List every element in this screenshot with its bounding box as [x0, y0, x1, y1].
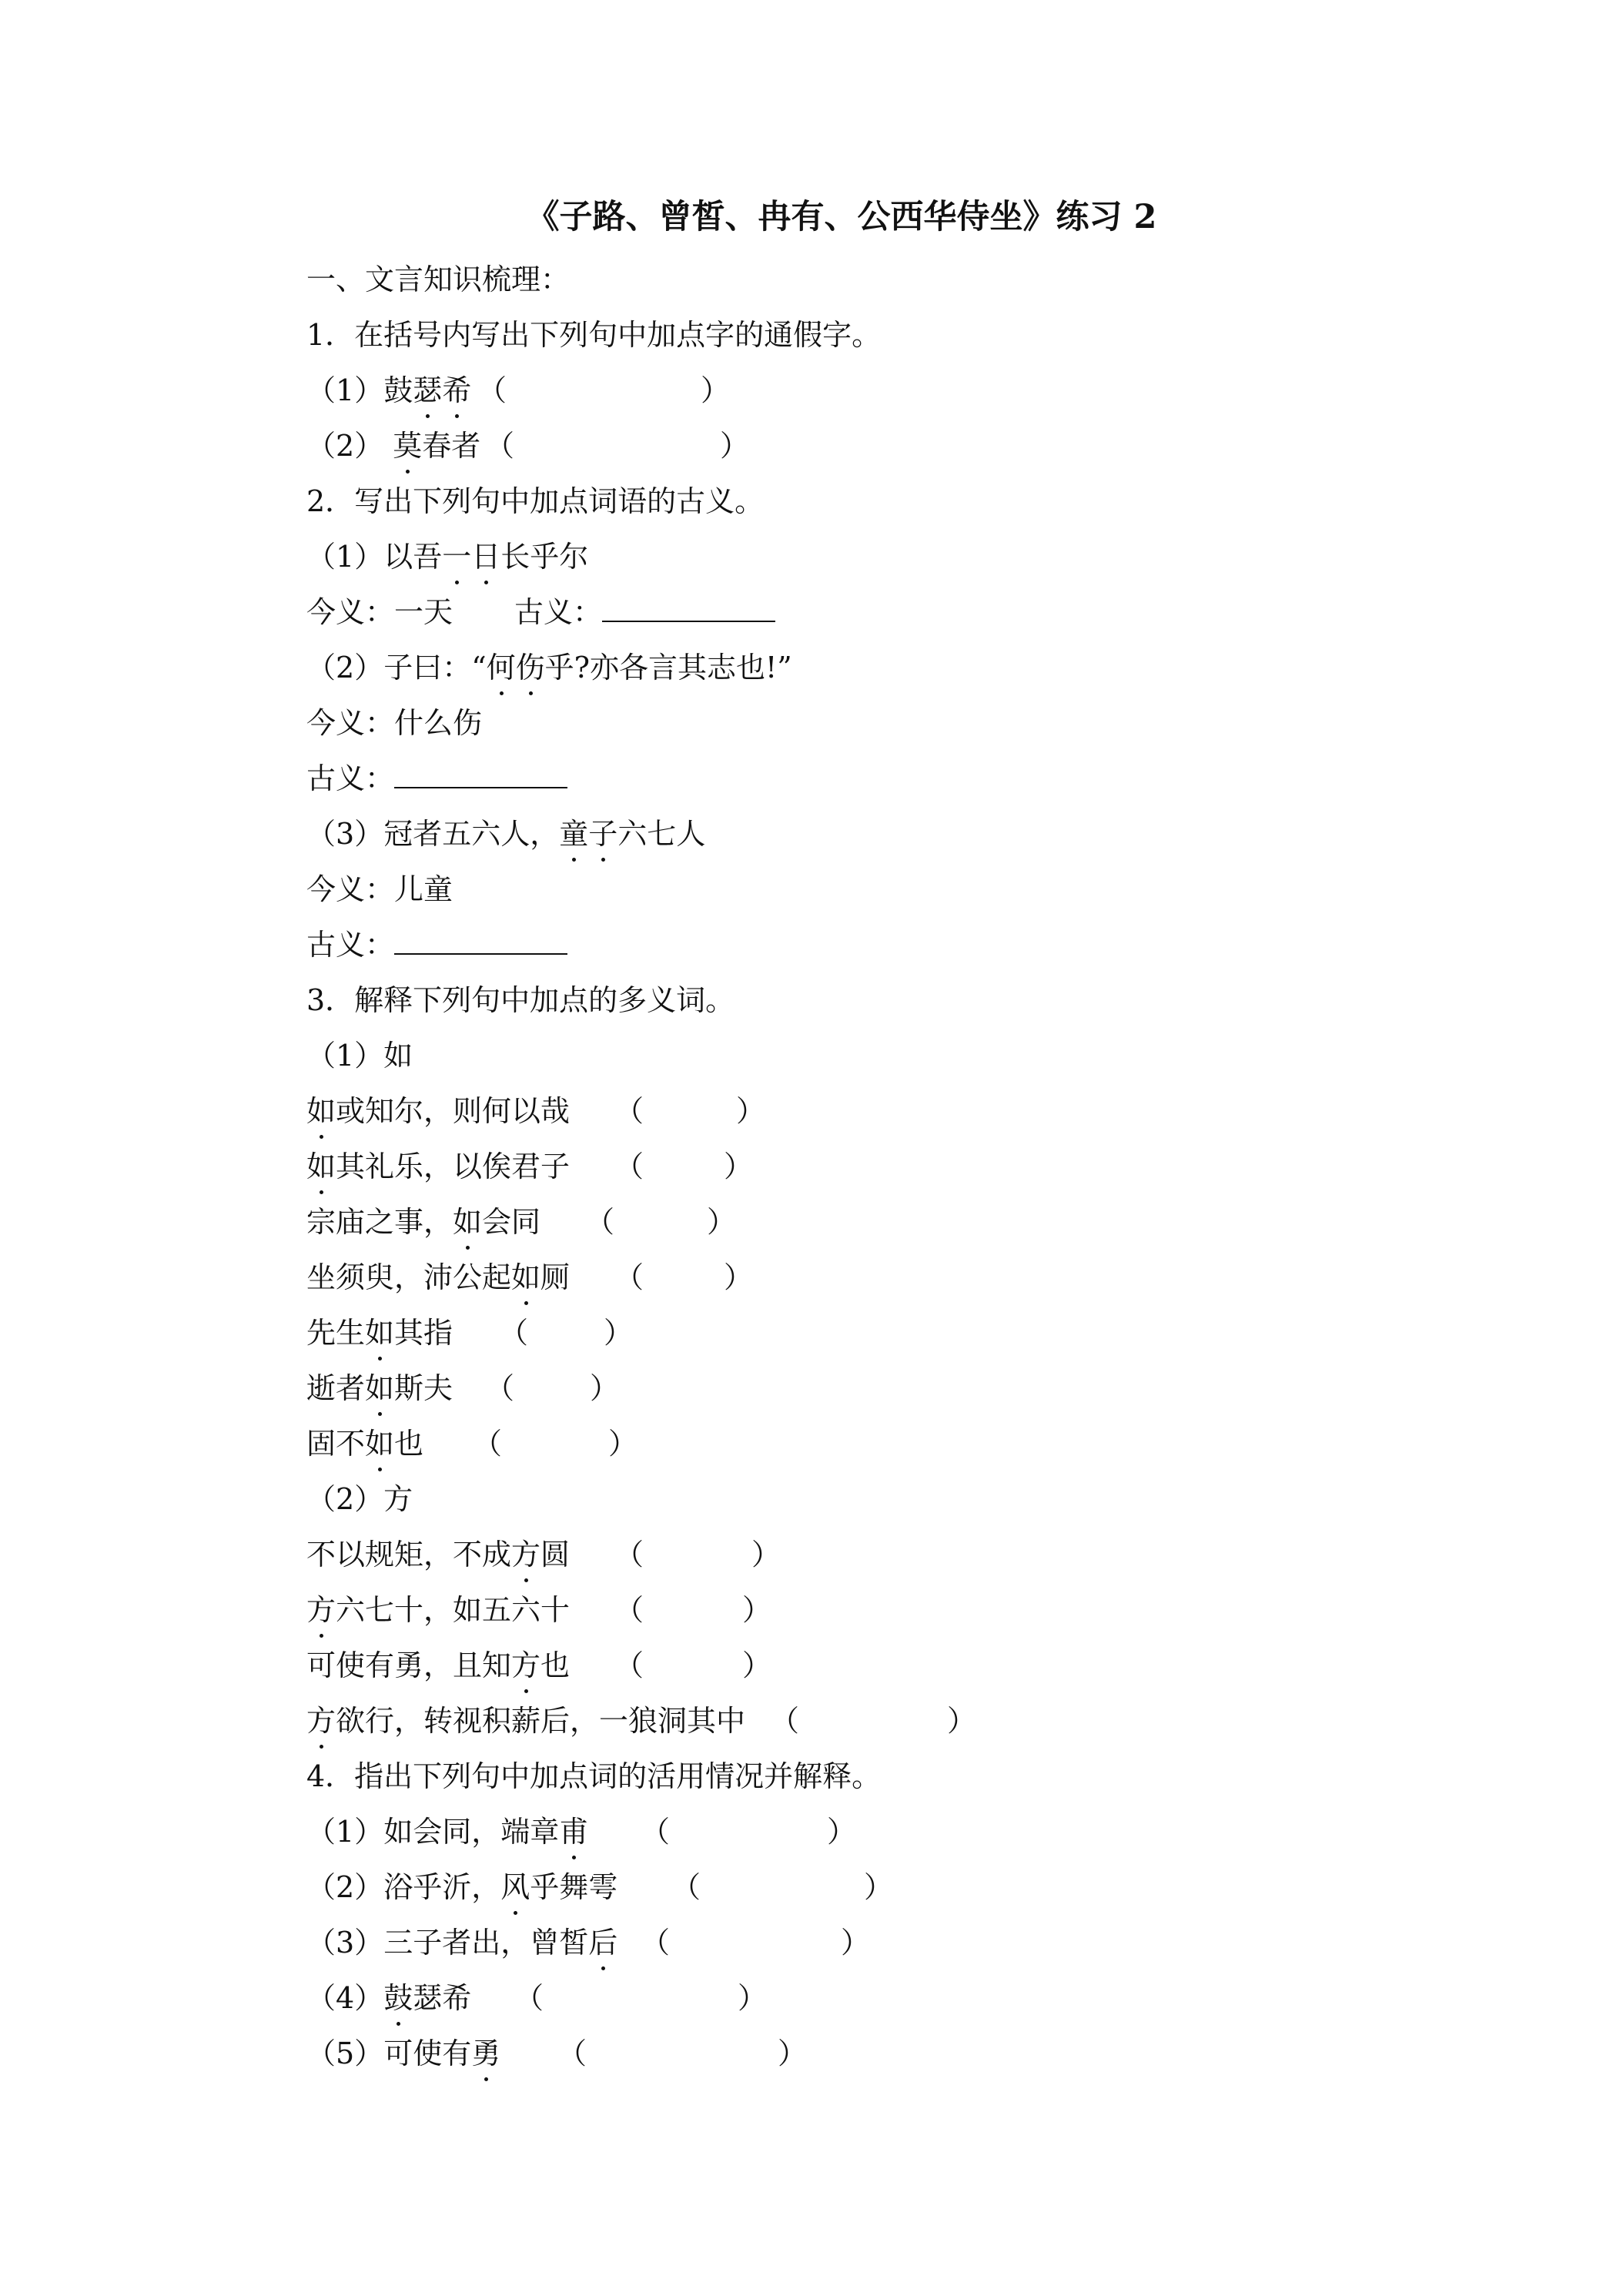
- worksheet-title: 《子路、曾皙、冉有、公西华侍坐》练习 2: [526, 198, 1157, 236]
- polysemy-1-4-open-paren: （: [614, 1260, 644, 1294]
- dotted-character: 如: [453, 1199, 482, 1245]
- dotted-character: 日: [471, 534, 500, 580]
- question-4-item-2-close-paren: ）: [864, 1870, 894, 1904]
- polysemy-sentence: [306, 1310, 453, 1356]
- question-4-item-4-open-paren: （: [514, 1981, 544, 2015]
- sentence-text-after: 其指: [394, 1316, 453, 1350]
- polysemy-1-5-answer-blank[interactable]: [530, 1310, 604, 1356]
- word-group-label-text: （1）如: [306, 1039, 413, 1073]
- dotted-character: 如: [511, 1254, 540, 1300]
- question-2-sentence: [306, 534, 588, 580]
- question-4-item-5-close-paren: ）: [778, 2037, 808, 2070]
- polysemy-1-7-close-paren: ）: [608, 1427, 638, 1461]
- sentence-text-after: 圆: [540, 1538, 571, 1571]
- question-4-prompt-text: 4．指出下列句中加点词的活用情况并解释。: [306, 1759, 882, 1793]
- item-label: （2）: [306, 651, 384, 684]
- dotted-character: 方: [511, 1642, 540, 1689]
- sentence-text-before: 可使有勇，且知: [306, 1648, 512, 1682]
- polysemy-sentence: [306, 1531, 570, 1578]
- polysemy-2-4-answer-blank[interactable]: [801, 1698, 947, 1744]
- question-4-item-1-open-paren: （: [641, 1815, 671, 1849]
- item-label: （2）: [306, 429, 384, 463]
- question-4-item: [306, 1864, 617, 1910]
- polysemy-1-5-close-paren: ）: [604, 1316, 634, 1350]
- polysemy-2-1-close-paren: ）: [751, 1538, 781, 1571]
- question-4-item: [306, 1919, 617, 1966]
- question-4-item-3-answer-blank[interactable]: [671, 1919, 841, 1966]
- polysemy-1-2-close-paren: ）: [724, 1150, 754, 1183]
- item-text-after: 乎?亦各言其志也!”: [544, 651, 792, 684]
- polysemy-1-3-answer-blank[interactable]: [616, 1199, 707, 1245]
- dotted-character: 如: [306, 1088, 336, 1134]
- polysemy-sentence: [306, 1587, 570, 1633]
- question-4-item-2-answer-blank[interactable]: [702, 1864, 864, 1910]
- polysemy-sentence: [306, 1254, 570, 1300]
- dotted-character: 伤: [516, 644, 545, 691]
- dotted-character: 后: [588, 1919, 617, 1966]
- sentence-text-after: 会同: [482, 1205, 541, 1239]
- polysemy-1-3-close-paren: ）: [707, 1205, 737, 1239]
- item-text-before: 如会同，端章: [383, 1815, 560, 1849]
- question-1-item-1-open-paren: （: [477, 373, 507, 407]
- question-1-item: [306, 367, 471, 413]
- ancient-meaning-label: 古义：: [514, 595, 603, 629]
- item-label: （3）: [306, 1926, 384, 1960]
- dotted-character: 鼓: [383, 1975, 413, 2021]
- ancient-meaning-blank[interactable]: [394, 922, 567, 955]
- dotted-character: 一: [442, 534, 471, 580]
- section-heading: [306, 256, 570, 303]
- polysemy-2-1-open-paren: （: [614, 1538, 644, 1571]
- polysemy-2-2-answer-blank[interactable]: [645, 1587, 742, 1633]
- question-2-prompt: [306, 478, 764, 524]
- question-4-item: [306, 1809, 588, 1855]
- item-label: （1）: [306, 373, 384, 407]
- ancient-meaning-blank[interactable]: [394, 756, 567, 788]
- question-4-item-3-open-paren: （: [641, 1926, 671, 1960]
- question-2-prompt-text: 2．写出下列句中加点词语的古义。: [306, 484, 765, 518]
- question-1-prompt: [306, 312, 881, 358]
- modern-meaning-label: 今义：: [306, 595, 395, 629]
- dotted-character: 何: [487, 644, 516, 691]
- polysemy-1-2-open-paren: （: [614, 1150, 644, 1183]
- question-4-item-3-close-paren: ）: [841, 1926, 871, 1960]
- question-4-item-5-answer-blank[interactable]: [588, 2030, 778, 2077]
- item-text-before: 冠者五六人，: [383, 817, 560, 851]
- dotted-character: 勇: [471, 2030, 500, 2077]
- polysemy-1-6-answer-blank[interactable]: [516, 1365, 590, 1411]
- question-4-item-4-answer-blank[interactable]: [545, 1975, 738, 2021]
- polysemy-1-6-open-paren: （: [485, 1371, 515, 1405]
- modern-meaning: 一天: [394, 595, 453, 629]
- sentence-text-after: 厕: [540, 1260, 571, 1294]
- question-3-prompt: [306, 977, 735, 1023]
- polysemy-sentence: [306, 1199, 540, 1245]
- sentence-text-after: 其礼乐，以俟君子: [336, 1150, 571, 1183]
- polysemy-2-3-open-paren: （: [614, 1648, 644, 1682]
- modern-meaning-label: 今义：: [306, 706, 395, 740]
- question-1-prompt-text: 1．在括号内写出下列句中加点字的通假字。: [306, 318, 882, 352]
- modern-meaning-label: 今义：: [306, 872, 395, 906]
- item-text-before: 浴乎沂，: [383, 1870, 501, 1904]
- polysemy-2-2-open-paren: （: [614, 1593, 644, 1627]
- dotted-character: 如: [365, 1365, 394, 1411]
- item-text-before: 鼓: [383, 373, 413, 407]
- question-1-item-2-open-paren: （: [485, 429, 515, 463]
- polysemy-1-7-answer-blank[interactable]: [504, 1421, 608, 1467]
- modern-meaning-line: [306, 700, 482, 746]
- polysemy-1-1-answer-blank[interactable]: [645, 1088, 736, 1134]
- sentence-text-after: 也: [394, 1427, 424, 1461]
- dotted-character: 方: [306, 1587, 336, 1633]
- polysemy-2-4-open-paren: （: [770, 1704, 800, 1738]
- question-4-item-4-close-paren: ）: [738, 1981, 768, 2015]
- sentence-text-after: 或知尔，则何以哉: [336, 1094, 571, 1128]
- sentence-text-before: 先生: [306, 1316, 366, 1350]
- polysemy-sentence: [306, 1421, 423, 1467]
- question-4-item: [306, 1975, 471, 2021]
- dotted-character: 瑟: [413, 367, 442, 413]
- ancient-meaning-line: [306, 922, 567, 968]
- item-text-after: 六七人: [617, 817, 706, 851]
- item-label: （2）: [306, 1870, 384, 1904]
- question-1-item-2-answer-blank[interactable]: [516, 423, 720, 469]
- item-label: （1）: [306, 540, 384, 574]
- question-1-item-1-close-paren: ）: [701, 373, 731, 407]
- dotted-character: 方: [306, 1698, 336, 1744]
- polysemy-1-5-open-paren: （: [499, 1316, 529, 1350]
- sentence-text-before: 坐须臾，沛公起: [306, 1260, 512, 1294]
- polysemy-2-3-close-paren: ）: [742, 1648, 772, 1682]
- polysemy-sentence: [306, 1698, 745, 1744]
- question-4-item-1-answer-blank[interactable]: [671, 1809, 827, 1855]
- item-text-before: 可使有: [383, 2037, 472, 2070]
- polysemy-1-3-open-paren: （: [585, 1205, 615, 1239]
- question-1-item: [306, 423, 480, 469]
- polysemy-1-4-close-paren: ）: [724, 1260, 754, 1294]
- sentence-text-before: 固不: [306, 1427, 366, 1461]
- dotted-character: 如: [365, 1310, 394, 1356]
- polysemy-2-3-answer-blank[interactable]: [645, 1642, 742, 1689]
- question-1-item-2-close-paren: ）: [720, 429, 750, 463]
- polysemy-1-7-open-paren: （: [473, 1427, 503, 1461]
- dotted-character: 如: [306, 1143, 336, 1190]
- question-3-prompt-text: 3．解释下列句中加点的多义词。: [306, 983, 735, 1017]
- sentence-text-before: 不以规矩，不成: [306, 1538, 512, 1571]
- ancient-meaning-blank[interactable]: [602, 590, 775, 622]
- item-text-after: 乎舞雩: [530, 1870, 618, 1904]
- section-heading-text: 一、文言知识梳理：: [306, 263, 571, 296]
- polysemy-sentence: [306, 1642, 570, 1689]
- dotted-character: 童: [559, 811, 588, 857]
- question-4-prompt: [306, 1753, 881, 1799]
- item-label: （4）: [306, 1981, 384, 2015]
- modern-meaning-line: [306, 866, 453, 912]
- item-text-after: 春者: [422, 429, 481, 463]
- sentence-text-after: 也: [540, 1648, 571, 1682]
- item-text-before: 以吾: [383, 540, 443, 574]
- question-4-item-5-open-paren: （: [557, 2037, 587, 2070]
- modern-meaning: 什么伤: [394, 706, 483, 740]
- polysemy-2-2-close-paren: ）: [742, 1593, 772, 1627]
- ancient-meaning-label: 古义：: [306, 928, 395, 962]
- dotted-character: 如: [365, 1421, 394, 1467]
- dotted-character: 风: [500, 1864, 530, 1910]
- polysemy-1-2-answer-blank[interactable]: [645, 1143, 724, 1190]
- polysemy-1-6-close-paren: ）: [590, 1371, 620, 1405]
- question-4-item: [306, 2030, 500, 2077]
- item-label: （5）: [306, 2037, 384, 2070]
- item-text-after: 瑟希: [413, 1981, 472, 2015]
- polysemy-2-4-close-paren: ）: [947, 1704, 977, 1738]
- sentence-text-after: 斯夫: [394, 1371, 453, 1405]
- item-label: （1）: [306, 1815, 384, 1849]
- item-text-before: 三子者出，曾皙: [383, 1926, 589, 1960]
- ancient-meaning-line: [306, 755, 567, 802]
- dotted-character: 甫: [559, 1809, 588, 1855]
- word-group-label: [306, 1476, 413, 1522]
- question-2-sentence: [306, 644, 792, 691]
- word-group-label-text: （2）方: [306, 1482, 413, 1516]
- polysemy-sentence: [306, 1143, 570, 1190]
- sentence-text-before: 逝者: [306, 1371, 366, 1405]
- question-4-item-2-open-paren: （: [671, 1870, 701, 1904]
- word-group-label: [306, 1033, 413, 1079]
- ancient-meaning-label: 古义：: [306, 761, 395, 795]
- question-1-item-1-answer-blank[interactable]: [508, 367, 701, 413]
- item-label: （3）: [306, 817, 384, 851]
- polysemy-sentence: [306, 1088, 570, 1134]
- sentence-text-after: 欲行，转视积薪后，一狼洞其中: [336, 1704, 746, 1738]
- dotted-character: 莫: [393, 423, 422, 469]
- item-text-before: 子曰：“: [383, 651, 487, 684]
- question-2-sentence: [306, 811, 705, 857]
- polysemy-1-1-close-paren: ）: [736, 1094, 766, 1128]
- polysemy-1-1-open-paren: （: [614, 1094, 644, 1128]
- item-text-after: 长乎尔: [500, 540, 589, 574]
- sentence-text-before: 宗庙之事，: [306, 1205, 453, 1239]
- item-text-before: [383, 429, 393, 463]
- modern-meaning: 儿童: [394, 872, 453, 906]
- sentence-text-after: 六七十，如五六十: [336, 1593, 571, 1627]
- dotted-character: 子: [588, 811, 617, 857]
- dotted-character: 希: [442, 367, 471, 413]
- polysemy-sentence: [306, 1365, 453, 1411]
- dotted-character: 方: [511, 1531, 540, 1578]
- polysemy-1-4-answer-blank[interactable]: [645, 1254, 724, 1300]
- polysemy-2-1-answer-blank[interactable]: [645, 1531, 751, 1578]
- question-4-item-1-close-paren: ）: [827, 1815, 857, 1849]
- modern-and-ancient-meaning: [306, 589, 775, 635]
